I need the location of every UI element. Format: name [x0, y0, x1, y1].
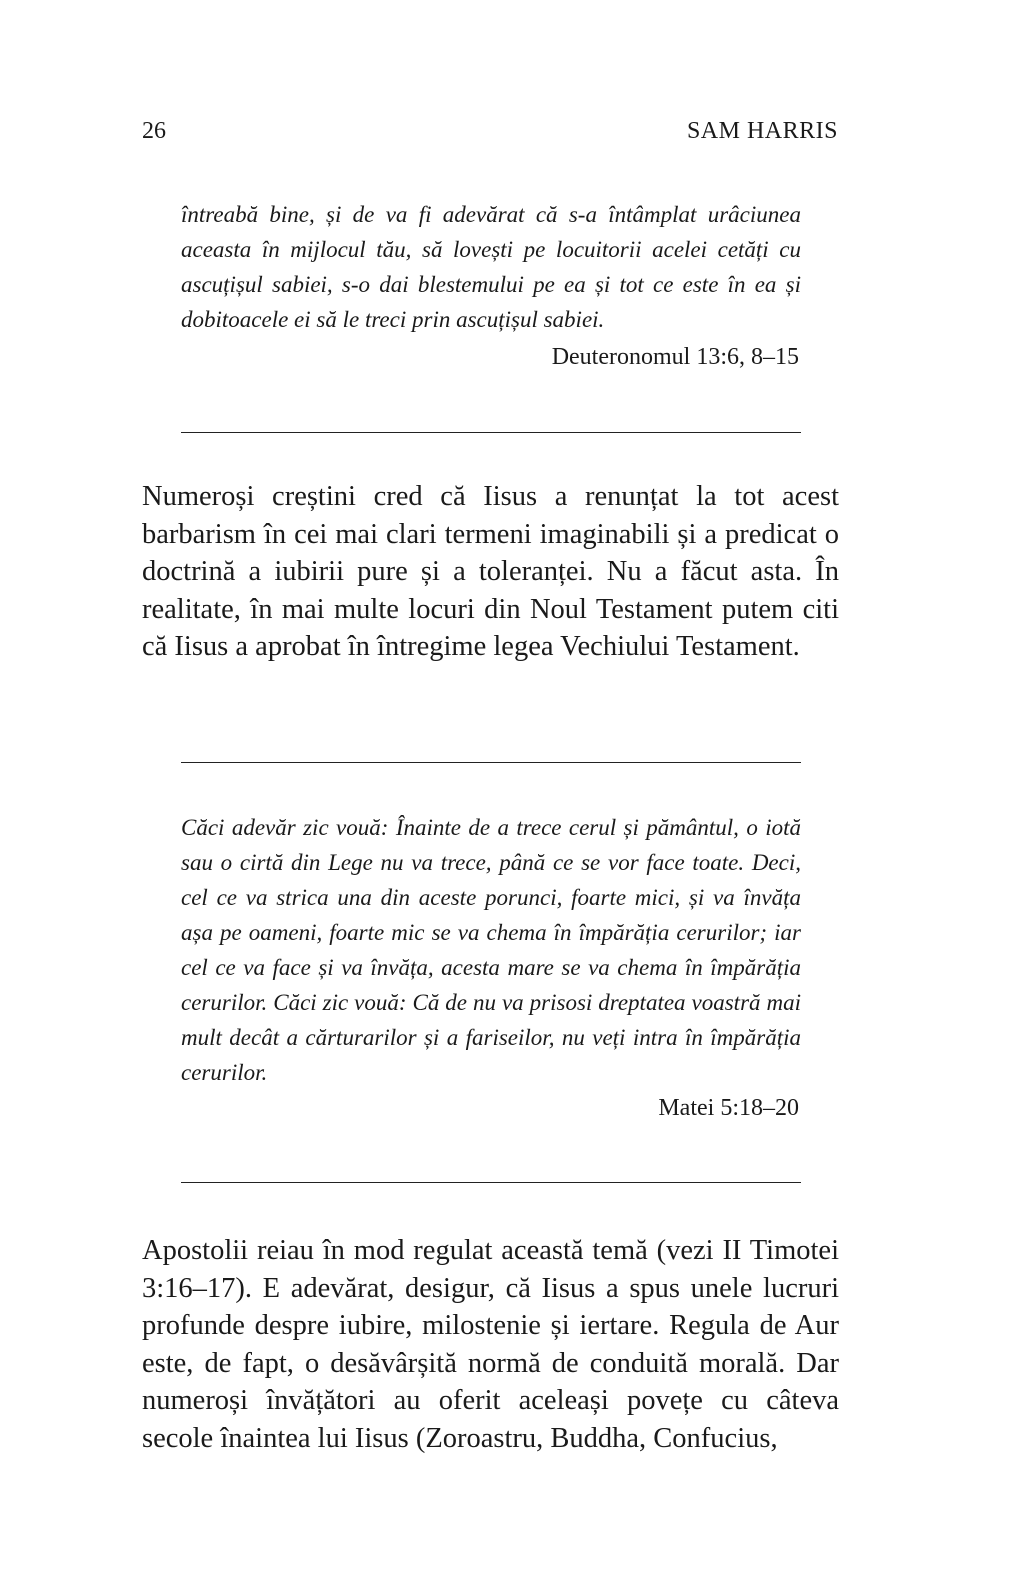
section-divider [181, 432, 801, 433]
section-divider [181, 762, 801, 763]
running-head: SAM HARRIS [686, 118, 838, 144]
body-paragraph: Apostolii reiau în mod regulat această temă (vezi II Timotei 3:16–17). E adevărat, desigur, că Iisus a spus unele lucruri profunde despre iubire, milostenie și iertare. Regula de Aur este, de fapt, o desăvârșită normă de conduită morală. Dar numeroși învățători au oferit aceleași povețe cu câteva secole înaintea lui Iisus (Zoroastru, Buddha, Confucius, [142, 1235, 839, 1454]
scripture-quote-matthew: Căci adevăr zic vouă: Înainte de a trece cerul și pământul, o iotă sau o cirtă din Lege nu va trece, până ce se vor face toate. Deci, cel ce va strica una din aceste porunci, foarte mici, și va învăța așa pe oameni, foarte mic se va chema în împărăția cerurilor; iar cel ce va face și va învăța, acesta mare se va chema în împărăția cerurilor. Căci zic vouă: Că de nu va prisosi dreptatea voastră mai mult decât a cărturarilor și a fariseilor, nu veți intra în împărăția cerurilor. [181, 815, 801, 1085]
body-paragraph: Numeroși creștini cred că Iisus a renunțat la tot acest barbarism în cei mai clari termeni imaginabili și a predicat o doctrină a iubirii pure și a toleranței. Nu a făcut asta. În realitate, în mai multe locuri din Noul Testament putem citi că Iisus a aprobat în întregime legea Vechiului Testament. [142, 481, 839, 662]
scripture-quote-deuteronomy: întreabă bine, și de va fi adevărat că s-a întâmplat urâciunea aceasta în mijlocul tău, să lovești pe locuitorii acelei cetăți cu ascuțișul sabiei, s-o dai blestemului pe ea și tot ce este în ea și dobitoacele ei să le treci prin ascuțișul sabiei. [181, 202, 801, 332]
section-divider [181, 1182, 801, 1183]
quote-citation-deuteronomy: Deuteronomul 13:6, 8–15 [551, 344, 799, 370]
page-header [142, 118, 838, 158]
quote-citation-matthew: Matei 5:18–20 [658, 1095, 799, 1121]
page-number: 26 [142, 118, 166, 144]
